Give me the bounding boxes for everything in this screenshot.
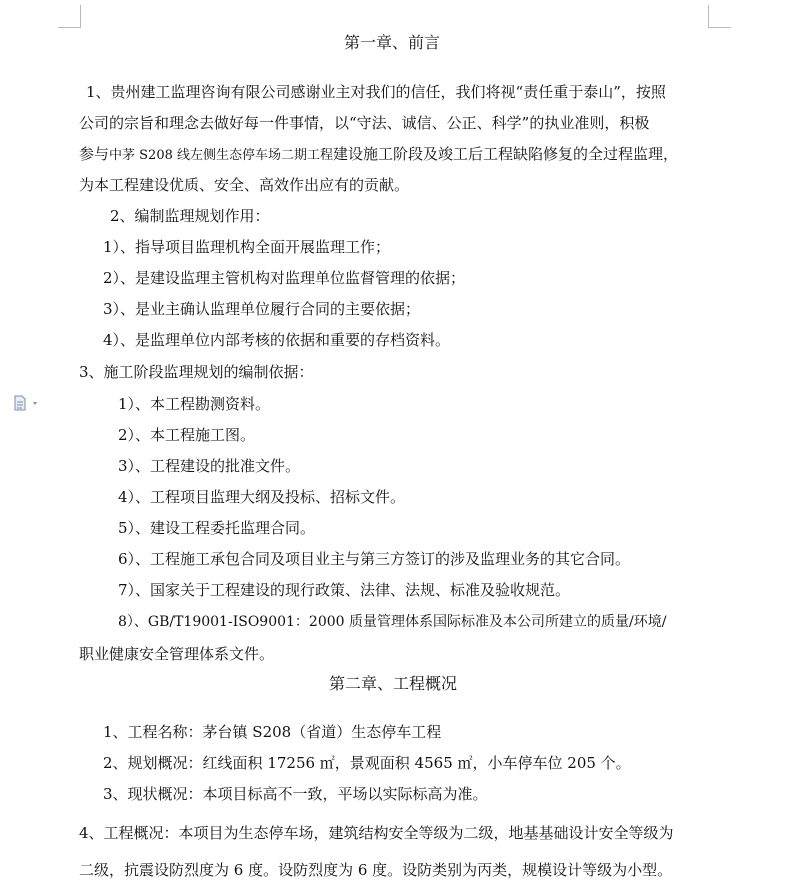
paragraph-1-line-4: 为本工程建设优质、安全、高效作出应有的贡献。 [79,176,410,194]
section-3-item: 1）、本工程勘测资料。 [118,395,271,413]
paragraph-1-line-1: 1、贵州建工监理咨询有限公司感谢业主对我们的信任，我们将视“责任重于泰山”，按照 [86,83,666,101]
paragraph-1-line-2: 公司的宗旨和理念去做好每一件事情，以“守法、诚信、公正、科学”的执业准则，积极 [79,114,650,132]
overview-item: 3、现状概况：本项目标高不一致，平场以实际标高为准。 [103,785,488,803]
section-3-item: 3）、工程建设的批准文件。 [118,457,301,475]
page-corner-mark-top-right [708,5,731,28]
paragraph-1-line-3-start: 参与 [79,145,110,163]
document-options-icon[interactable] [12,395,42,411]
project-name-inline: 中茅 S208 线左侧生态停车场二期工程 [109,148,333,163]
section-3-item-continuation: 职业健康安全管理体系文件。 [79,645,275,663]
overview-item: 2、规划概况：红线面积 17256 ㎡，景观面积 4565 ㎡，小车停车位 205 个。 [103,754,631,772]
section-2-heading: 2、编制监理规划作用： [110,207,270,225]
chapter-1-title: 第一章、前言 [344,33,441,52]
section-3-heading: 3、施工阶段监理规划的编制依据： [79,363,314,381]
section-2-item: 2）、是建设监理主管机构对监理单位监督管理的依据； [103,269,466,287]
section-3-item: 8）、GB/T19001-ISO9001：2000 质量管理体系国际标准及本公司所建立的质量/环境/ [118,614,667,630]
paragraph-4-line-1: 4、工程概况：本项目为生态停车场，建筑结构安全等级为二级，地基基础设计安全等级为 [79,824,674,842]
chapter-2-title: 第二章、工程概况 [329,674,458,693]
section-3-item: 5）、建设工程委托监理合同。 [118,519,316,537]
page-corner-mark-top-left [58,5,81,28]
paragraph-4-line-2: 二级，抗震设防烈度为 6 度。设防烈度为 6 度。设防类别为丙类，规模设计等级为小型。 [79,861,673,879]
section-3-item: 2）、本工程施工图。 [118,426,256,444]
section-2-item: 4）、是监理单位内部考核的依据和重要的存档资料。 [103,331,451,349]
paragraph-1-line-3 [79,144,678,166]
section-3-item: 7）、国家关于工程建设的现行政策、法律、法规、标准及验收规范。 [118,581,571,599]
section-2-item: 1）、指导项目监理机构全面开展监理工作； [103,238,391,256]
section-3-item: 6）、工程施工承包合同及项目业主与第三方签订的涉及监理业务的其它合同。 [118,550,631,568]
overview-item: 1、工程名称：茅台镇 S208（省道）生态停车工程 [103,723,442,741]
section-3-item: 4）、工程项目监理大纲及投标、招标文件。 [118,488,406,506]
section-2-item: 3）、是业主确认监理单位履行合同的主要依据； [103,300,421,318]
paragraph-1-line-3-end: 建设施工阶段及竣工后工程缺陷修复的全过程监理， [333,145,679,163]
